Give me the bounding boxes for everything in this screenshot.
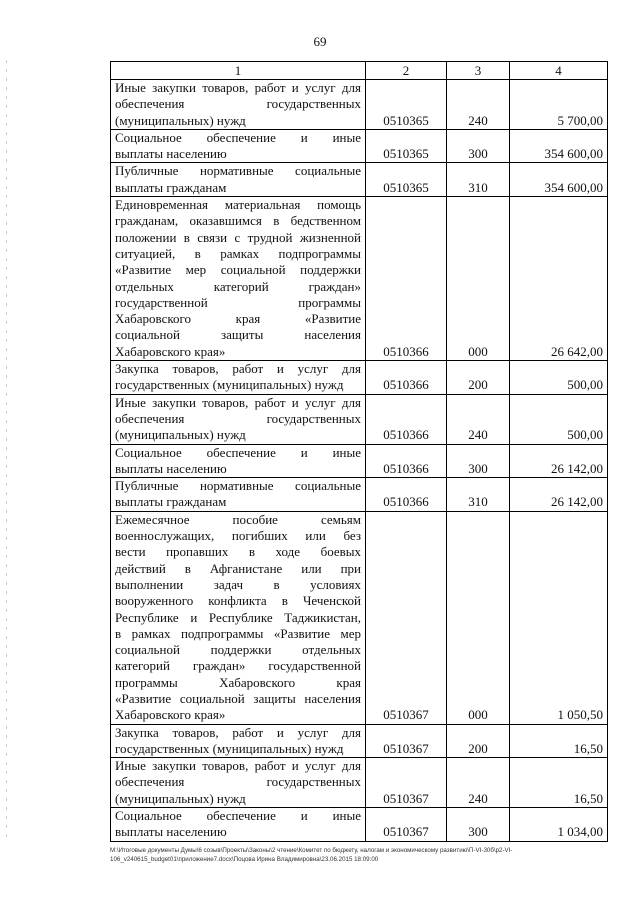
- row-amount: 500,00: [510, 361, 608, 395]
- row-target-code: 0510365: [366, 163, 447, 197]
- description-line: Публичные нормативные социальные: [115, 478, 361, 494]
- row-amount: 354 600,00: [510, 129, 608, 163]
- description-line: обеспечения государственных: [115, 410, 361, 426]
- description-line: Социальное обеспечение и иные: [115, 808, 361, 824]
- description-line: в рамках подпрограммы «Развитие мер: [115, 625, 361, 641]
- row-target-code: 0510367: [366, 511, 447, 724]
- row-description: [111, 80, 366, 130]
- row-amount: 16,50: [510, 758, 608, 808]
- description-line: Закупка товаров, работ и услуг для: [115, 361, 361, 377]
- page-edge-mark: [6, 60, 7, 840]
- description-line: вести пропавших в ходе боевых: [115, 544, 361, 560]
- page-number: 69: [313, 34, 327, 49]
- description-line: выплаты населению: [115, 146, 227, 162]
- row-expense-type: 300: [447, 129, 510, 163]
- description-line: Хабаровского края»: [115, 343, 226, 359]
- description-line: программы Хабаровского края: [115, 674, 361, 690]
- row-target-code: 0510366: [366, 444, 447, 478]
- row-target-code: 0510367: [366, 758, 447, 808]
- row-target-code: 0510365: [366, 80, 447, 130]
- row-description: [111, 129, 366, 163]
- row-amount: 26 142,00: [510, 478, 608, 512]
- row-expense-type: 000: [447, 197, 510, 361]
- description-line: Хабаровского края «Развитие: [115, 311, 361, 327]
- row-amount: 354 600,00: [510, 163, 608, 197]
- header-col-3: 3: [447, 62, 510, 80]
- row-target-code: 0510366: [366, 478, 447, 512]
- table-row: [111, 478, 608, 512]
- row-description: [111, 444, 366, 478]
- description-line: Ежемесячное пособие семьям: [115, 511, 361, 527]
- row-target-code: 0510366: [366, 197, 447, 361]
- description-line: государственных (муниципальных) нужд: [115, 740, 344, 756]
- description-line: категорий граждан» государственной: [115, 658, 361, 674]
- row-target-code: 0510367: [366, 724, 447, 758]
- description-line: Социальное обеспечение и иные: [115, 444, 361, 460]
- row-description: [111, 361, 366, 395]
- table-row: [111, 163, 608, 197]
- description-line: ситуацией, в рамках подпрограммы: [115, 245, 361, 261]
- row-description: [111, 394, 366, 444]
- row-expense-type: 300: [447, 808, 510, 842]
- description-line: Единовременная материальная помощь: [115, 197, 361, 213]
- row-amount: 1 034,00: [510, 808, 608, 842]
- description-line: (муниципальных) нужд: [115, 112, 246, 128]
- row-amount: 26 642,00: [510, 197, 608, 361]
- row-description: [111, 163, 366, 197]
- row-expense-type: 000: [447, 511, 510, 724]
- description-line: действий в Афганистане или при: [115, 560, 361, 576]
- table-row: [111, 444, 608, 478]
- row-amount: 16,50: [510, 724, 608, 758]
- row-description: [111, 197, 366, 361]
- table-row: [111, 511, 608, 724]
- header-col-1: 1: [111, 62, 366, 80]
- description-line: Публичные нормативные социальные: [115, 163, 361, 179]
- row-amount: 5 700,00: [510, 80, 608, 130]
- row-description: [111, 478, 366, 512]
- description-line: отдельных категорий граждан»: [115, 278, 361, 294]
- row-target-code: 0510367: [366, 808, 447, 842]
- description-line: Закупка товаров, работ и услуг для: [115, 724, 361, 740]
- row-target-code: 0510365: [366, 129, 447, 163]
- table-row: [111, 808, 608, 842]
- description-line: Иные закупки товаров, работ и услуг для: [115, 80, 361, 95]
- header-col-4: 4: [510, 62, 608, 80]
- description-line: государственной программы: [115, 294, 361, 310]
- description-line: выполнении задач в условиях: [115, 576, 361, 592]
- row-expense-type: 310: [447, 478, 510, 512]
- row-amount: 500,00: [510, 394, 608, 444]
- description-line: социальной защиты населения: [115, 327, 361, 343]
- row-target-code: 0510366: [366, 394, 447, 444]
- row-expense-type: 200: [447, 724, 510, 758]
- table-header-row: [111, 62, 608, 80]
- description-line: выплаты населению: [115, 824, 227, 840]
- table-row: [111, 361, 608, 395]
- description-line: Иные закупки товаров, работ и услуг для: [115, 758, 361, 774]
- row-amount: 26 142,00: [510, 444, 608, 478]
- description-line: военнослужащих, погибших или без: [115, 528, 361, 544]
- description-line: Иные закупки товаров, работ и услуг для: [115, 394, 361, 410]
- description-line: Республике и Республике Таджикистан,: [115, 609, 361, 625]
- description-line: «Развитие социальной защиты населения: [115, 690, 361, 706]
- table-row: [111, 80, 608, 130]
- header-col-2: 2: [366, 62, 447, 80]
- table-row: [111, 724, 608, 758]
- description-line: «Развитие мер социальной поддержки: [115, 262, 361, 278]
- row-expense-type: 240: [447, 758, 510, 808]
- description-line: обеспечения государственных: [115, 774, 361, 790]
- row-description: [111, 724, 366, 758]
- description-line: государственных (муниципальных) нужд: [115, 377, 344, 393]
- description-line: Социальное обеспечение и иные: [115, 129, 361, 145]
- row-description: [111, 511, 366, 724]
- row-target-code: 0510366: [366, 361, 447, 395]
- row-expense-type: 310: [447, 163, 510, 197]
- description-line: обеспечения государственных: [115, 96, 361, 112]
- description-line: выплаты гражданам: [115, 494, 227, 510]
- description-line: Хабаровского края»: [115, 707, 226, 723]
- table-row: [111, 197, 608, 361]
- description-line: (муниципальных) нужд: [115, 427, 246, 443]
- row-expense-type: 200: [447, 361, 510, 395]
- row-description: [111, 808, 366, 842]
- description-line: социальной поддержки отдельных: [115, 642, 361, 658]
- table-row: [111, 758, 608, 808]
- description-line: выплаты гражданам: [115, 179, 227, 195]
- description-line: гражданам, оказавшимся в бедственном: [115, 213, 361, 229]
- row-expense-type: 240: [447, 394, 510, 444]
- description-line: (муниципальных) нужд: [115, 790, 246, 806]
- file-path-footer: М:\Итоговые документы Думы\6 созыв\Проекты\Законы\2 чтение\Комитет по бюджету, налогам и экономическому развитию\П-VI-30б\р2-VI-106_v240615_budget01\приложение7.docx\Поцова Ирина Владимировна\23.06.2015 18:09:00: [110, 847, 513, 863]
- budget-table-body: [111, 62, 608, 842]
- table-row: [111, 394, 608, 444]
- description-line: выплаты населению: [115, 460, 227, 476]
- row-expense-type: 300: [447, 444, 510, 478]
- row-expense-type: 240: [447, 80, 510, 130]
- description-line: вооруженного конфликта в Чеченской: [115, 593, 361, 609]
- description-line: положении в связи с трудной жизненной: [115, 229, 361, 245]
- budget-table: [110, 61, 608, 842]
- row-description: [111, 758, 366, 808]
- table-row: [111, 129, 608, 163]
- row-amount: 1 050,50: [510, 511, 608, 724]
